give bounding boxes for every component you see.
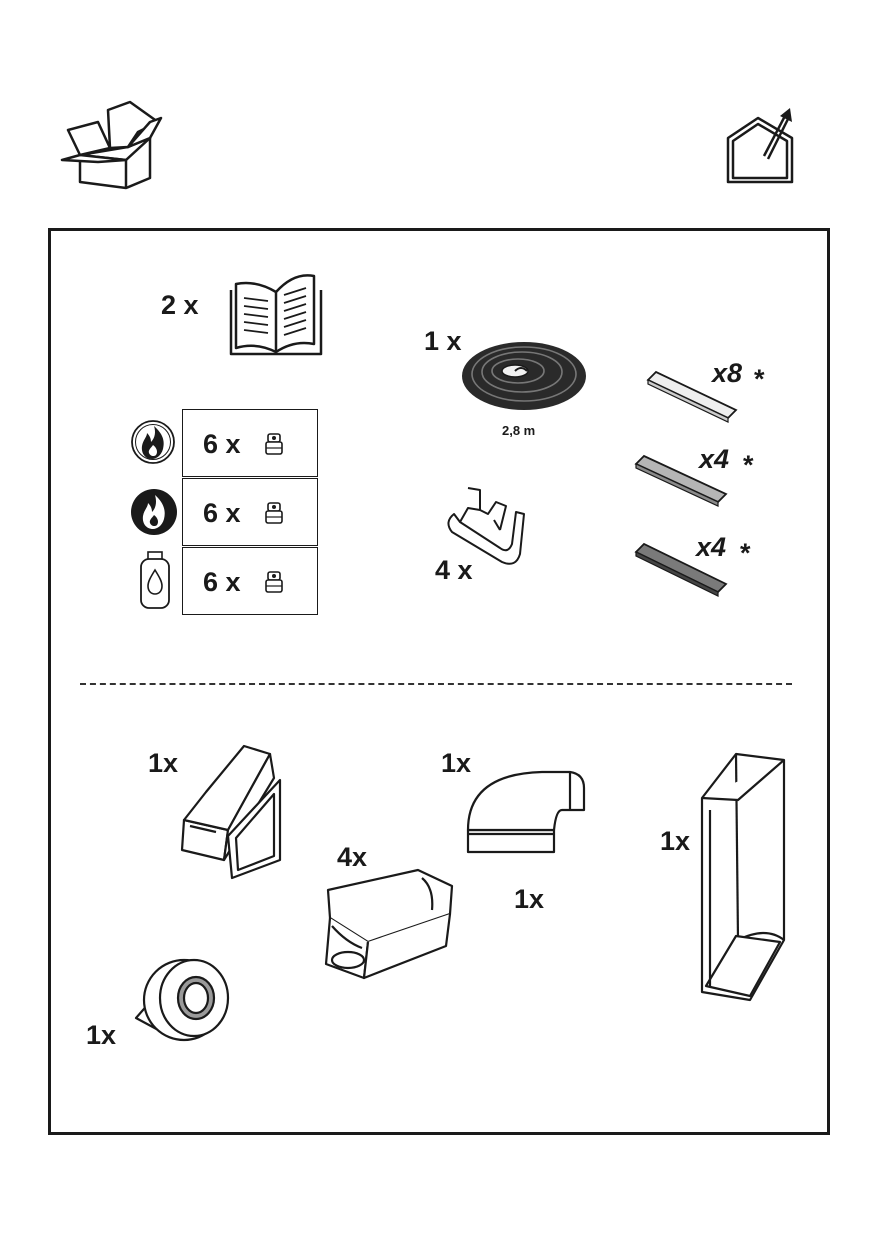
injector-quantity: 6 x	[203, 567, 241, 597]
duct-adapter-icon	[176, 742, 286, 882]
house-vent-outside-icon	[722, 106, 798, 186]
injector-quantity: 6 x	[203, 498, 241, 528]
injector-nozzle-icon	[263, 432, 285, 458]
strip-1-quantity: x8	[712, 358, 743, 388]
strip-2-note-mark: *	[743, 450, 754, 480]
injector-nozzle-icon	[263, 501, 285, 527]
strip-3-note-mark: *	[740, 538, 751, 568]
lpg-gas-icon	[130, 488, 178, 536]
straight-duct-icon	[696, 750, 792, 1010]
injector-quantity: 6 x	[203, 429, 241, 459]
adapter-quantity: 1x	[148, 748, 179, 778]
sealing-gasket-roll-icon	[460, 336, 590, 416]
gas-bottle-icon	[138, 550, 172, 610]
injector-nozzle-icon	[263, 570, 285, 596]
duct-90-quantity: 4x	[337, 842, 368, 872]
strip-1-note-mark: *	[754, 364, 765, 394]
injector-row-lpg	[182, 478, 318, 546]
elbow-extra-quantity: 1x	[514, 884, 545, 914]
gasket-quantity: 1 x	[424, 326, 462, 356]
section-divider	[80, 683, 792, 685]
gasket-length: 2,8 m	[502, 423, 536, 438]
elbow-quantity: 1x	[441, 748, 472, 778]
duct-elbow-icon	[462, 768, 590, 860]
adhesive-tape-roll-icon	[130, 958, 232, 1048]
tape-quantity: 1x	[86, 1020, 117, 1050]
injector-row-natural-gas	[182, 409, 318, 477]
open-box-icon	[58, 100, 168, 192]
strip-3-quantity: x4	[696, 532, 727, 562]
clips-quantity: 4 x	[435, 555, 473, 585]
manual-book-icon	[228, 268, 324, 358]
manual-quantity: 2 x	[161, 290, 199, 320]
horizontal-duct-bend-icon	[322, 866, 456, 984]
straight-duct-quantity: 1x	[660, 826, 691, 856]
injector-row-gas-bottle	[182, 547, 318, 615]
strip-2-quantity: x4	[699, 444, 730, 474]
natural-gas-icon	[130, 419, 176, 465]
